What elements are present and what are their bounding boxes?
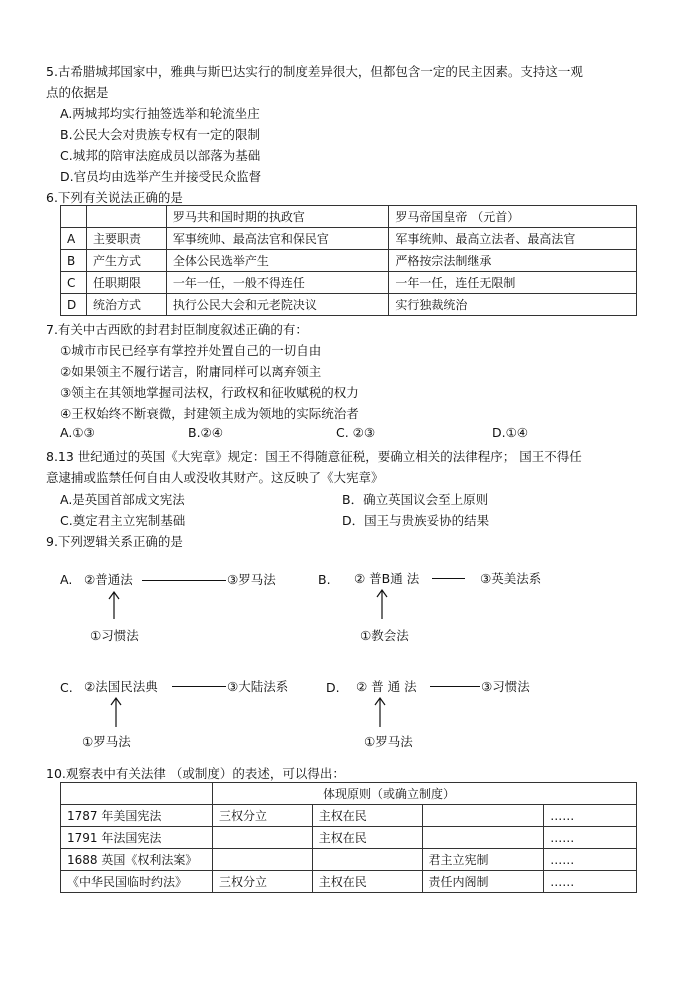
q5-stem-line2: 点的依据是 <box>46 85 109 100</box>
table-cell: 罗马帝国皇帝 （元首） <box>389 206 637 228</box>
q7-item-1: ①城市市民已经享有掌控并处置自己的一切自由 <box>60 343 322 358</box>
table-cell: 执行公民大会和元老院决议 <box>166 294 389 316</box>
diagram-top-left: ② 普B通 法 <box>354 571 420 586</box>
connector-line <box>430 686 480 687</box>
table-cell: 三权分立 <box>212 805 312 827</box>
diagram-letter: C. <box>60 680 73 695</box>
q7-option-a: A.①③ <box>60 425 95 440</box>
q5-stem-line1: 5.古希腊城邦国家中，雅典与斯巴达实行的制度差异很大，但都包含一定的民主因素。支持这一观 <box>46 64 583 79</box>
table-cell: 主权在民 <box>312 805 422 827</box>
table-cell <box>422 805 544 827</box>
diagram-bottom: ①教会法 <box>360 628 409 643</box>
table-row <box>61 272 637 294</box>
table-cell: 统治方式 <box>86 294 166 316</box>
table-cell: 全体公民选举产生 <box>166 250 389 272</box>
connector-line <box>142 580 226 581</box>
diagram-top-right: ③习惯法 <box>481 679 530 694</box>
q5-option-d: D.官员均由选举产生并接受民众监督 <box>60 169 262 184</box>
table-row <box>61 849 637 871</box>
q5-option-a: A.两城邦均实行抽签选举和轮流坐庄 <box>60 106 260 121</box>
diagram-top-right: ③罗马法 <box>227 572 276 587</box>
table-cell <box>422 827 544 849</box>
diagram-letter: B. <box>318 572 331 587</box>
table-cell <box>212 827 312 849</box>
q10-stem: 10.观察表中有关法律 （或制度）的表述，可以得出： <box>46 766 345 781</box>
table-cell: C <box>61 272 87 294</box>
q7-item-3: ③领主在其领地掌握司法权，行政权和征收赋税的权力 <box>60 385 359 400</box>
arrow-up-icon <box>108 590 120 620</box>
table-cell: 责任内阁制 <box>422 871 544 893</box>
table-cell: 军事统帅、最高法官和保民官 <box>166 228 389 250</box>
table-cell: 罗马共和国时期的执政官 <box>166 206 389 228</box>
table-row <box>61 871 637 893</box>
table-cell <box>61 783 213 805</box>
table-cell: B <box>61 250 87 272</box>
table-cell: 1791 年法国宪法 <box>61 827 213 849</box>
table-cell: …… <box>544 871 637 893</box>
q8-option-d: D．国王与贵族妥协的结果 <box>342 513 490 528</box>
table-cell: 军事统帅、最高立法者、最高法官 <box>389 228 637 250</box>
q7-stem: 7.有关中古西欧的封君封臣制度叙述正确的有： <box>46 322 308 337</box>
q8-stem-line1: 8.13 世纪通过的英国《大宪章》规定：国王不得随意征税，要确立相关的法律程序； 国王不得任 <box>46 449 582 464</box>
q5-option-b: B.公民大会对贵族专权有一定的限制 <box>60 127 261 142</box>
table-cell <box>61 206 87 228</box>
table-cell: 主权在民 <box>312 871 422 893</box>
table-cell <box>312 849 422 871</box>
table-header-row <box>61 206 637 228</box>
q8-option-a: A.是英国首部成文宪法 <box>60 492 185 507</box>
table-cell: 三权分立 <box>212 871 312 893</box>
q6-stem: 6.下列有关说法正确的是 <box>46 190 183 205</box>
q6-table <box>60 205 637 316</box>
table-cell: D <box>61 294 87 316</box>
connector-line <box>432 578 465 579</box>
table-cell <box>86 206 166 228</box>
table-row <box>61 228 637 250</box>
q7-option-d: D.①④ <box>492 425 529 440</box>
q7-option-c: C. ②③ <box>336 425 376 440</box>
q7-option-b: B.②④ <box>188 425 223 440</box>
diagram-top-right: ③大陆法系 <box>227 679 289 694</box>
table-cell: 1688 英国《权利法案》 <box>61 849 213 871</box>
q9-stem: 9.下列逻辑关系正确的是 <box>46 534 183 549</box>
table-cell <box>212 849 312 871</box>
diagram-top-right: ③英美法系 <box>480 571 542 586</box>
table-cell: 主权在民 <box>312 827 422 849</box>
table-cell: 1787 年美国宪法 <box>61 805 213 827</box>
table-cell: 《中华民国临时约法》 <box>61 871 213 893</box>
table-cell: …… <box>544 849 637 871</box>
diagram-bottom: ①习惯法 <box>90 628 139 643</box>
table-cell: 严格按宗法制继承 <box>389 250 637 272</box>
q8-option-b: B．确立英国议会至上原则 <box>342 492 489 507</box>
table-cell: 一年一任，连任无限制 <box>389 272 637 294</box>
table-cell: 主要职责 <box>86 228 166 250</box>
q8-stem-line2: 意逮捕或监禁任何自由人或没收其财产。这反映了《大宪章》 <box>46 470 384 485</box>
diagram-top-left: ②法国民法典 <box>84 679 158 694</box>
arrow-up-icon <box>376 588 388 620</box>
q8-option-c: C.奠定君主立宪制基础 <box>60 513 186 528</box>
q5-option-c: C.城邦的陪审法庭成员以部落为基础 <box>60 148 261 163</box>
diagram-bottom: ①罗马法 <box>82 734 131 749</box>
table-row <box>61 827 637 849</box>
table-header-cell: 体现原则（或确立制度） <box>212 783 636 805</box>
table-cell: 产生方式 <box>86 250 166 272</box>
arrow-up-icon <box>374 696 386 728</box>
table-row <box>61 294 637 316</box>
q7-item-4: ④王权始终不断衰微，封建领主成为领地的实际统治者 <box>60 406 359 421</box>
diagram-bottom: ①罗马法 <box>364 734 413 749</box>
diagram-letter: D. <box>326 680 340 695</box>
table-cell: 任职期限 <box>86 272 166 294</box>
table-cell: A <box>61 228 87 250</box>
table-cell: …… <box>544 805 637 827</box>
table-header-row <box>61 783 637 805</box>
table-cell: 实行独裁统治 <box>389 294 637 316</box>
table-cell: 一年一任，一般不得连任 <box>166 272 389 294</box>
connector-line <box>172 686 226 687</box>
table-cell: …… <box>544 827 637 849</box>
table-row <box>61 805 637 827</box>
table-row <box>61 250 637 272</box>
arrow-up-icon <box>110 696 122 728</box>
table-cell: 君主立宪制 <box>422 849 544 871</box>
diagram-top-left: ②普通法 <box>84 572 133 587</box>
diagram-top-left: ② 普 通 法 <box>356 679 417 694</box>
q7-item-2: ②如果领主不履行诺言，附庸同样可以离弃领主 <box>60 364 322 379</box>
diagram-letter: A. <box>60 572 73 587</box>
q10-table <box>60 782 637 893</box>
